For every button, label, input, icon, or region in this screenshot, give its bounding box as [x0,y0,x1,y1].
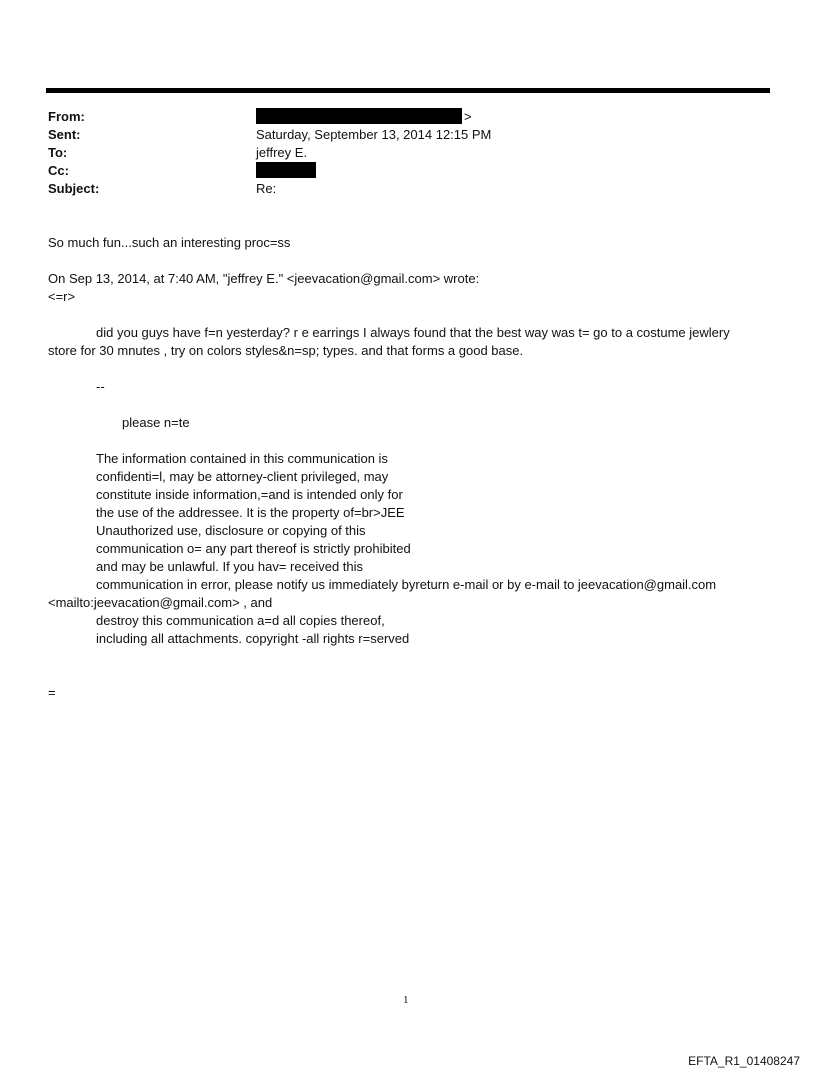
disclaimer-line: communication in error, please notify us immediately byreturn e-mail or by e-mail to jeevacation@gmail.com [96,577,717,592]
disclaimer-line: and may be unlawful. If you hav= received this [96,559,364,574]
disclaimer-line: destroy this communication a=d all copies thereof, [96,613,385,628]
disclaimer-line: including all attachments. copyright -all rights r=served [96,631,410,646]
para1-line1: did you guys have f=n yesterday? r e earrings I always found that the best way was t= go to a costume jewlery [96,325,730,340]
document-id: EFTA_R1_01408247 [688,1054,800,1068]
disclaimer-line: the use of the addressee. It is the property of=br>JEE [96,505,405,520]
please-note: please n=te [122,415,190,430]
disclaimer-line: communication o= any part thereof is strictly prohibited [96,541,411,556]
reply-line: So much fun...such an interesting proc=ss [48,235,291,250]
from-suffix: > [464,109,472,124]
disclaimer-line: The information contained in this communication is [96,451,388,466]
disclaimer-line: <mailto:jeevacation@gmail.com> , and [48,595,273,610]
trailing-equals: = [48,685,56,700]
disclaimer-line: Unauthorized use, disclosure or copying of this [96,523,366,538]
cc-redaction [256,162,316,178]
page-number: 1 [403,994,409,1006]
from-label: From: [48,109,85,124]
cc-label: Cc: [48,163,69,178]
header-rule [46,88,770,93]
sent-label: Sent: [48,127,81,142]
quote-tag: <=r> [48,289,76,304]
subject-label: Subject: [48,181,100,196]
disclaimer-line: confidenti=l, may be attorney-client privileged, may [96,469,389,484]
from-redaction [256,108,462,124]
sent-value: Saturday, September 13, 2014 12:15 PM [256,127,492,142]
para1-line2: store for 30 mnutes , try on colors styles&n=sp; types. and that forms a good base. [48,343,524,358]
subject-value: Re: [256,181,277,196]
to-value: jeffrey E. [256,145,308,160]
to-label: To: [48,145,68,160]
disclaimer-line: constitute inside information,=and is intended only for [96,487,403,502]
dash-separator: -- [96,379,105,394]
quote-intro: On Sep 13, 2014, at 7:40 AM, "jeffrey E." <jeevacation@gmail.com> wrote: [48,271,480,286]
